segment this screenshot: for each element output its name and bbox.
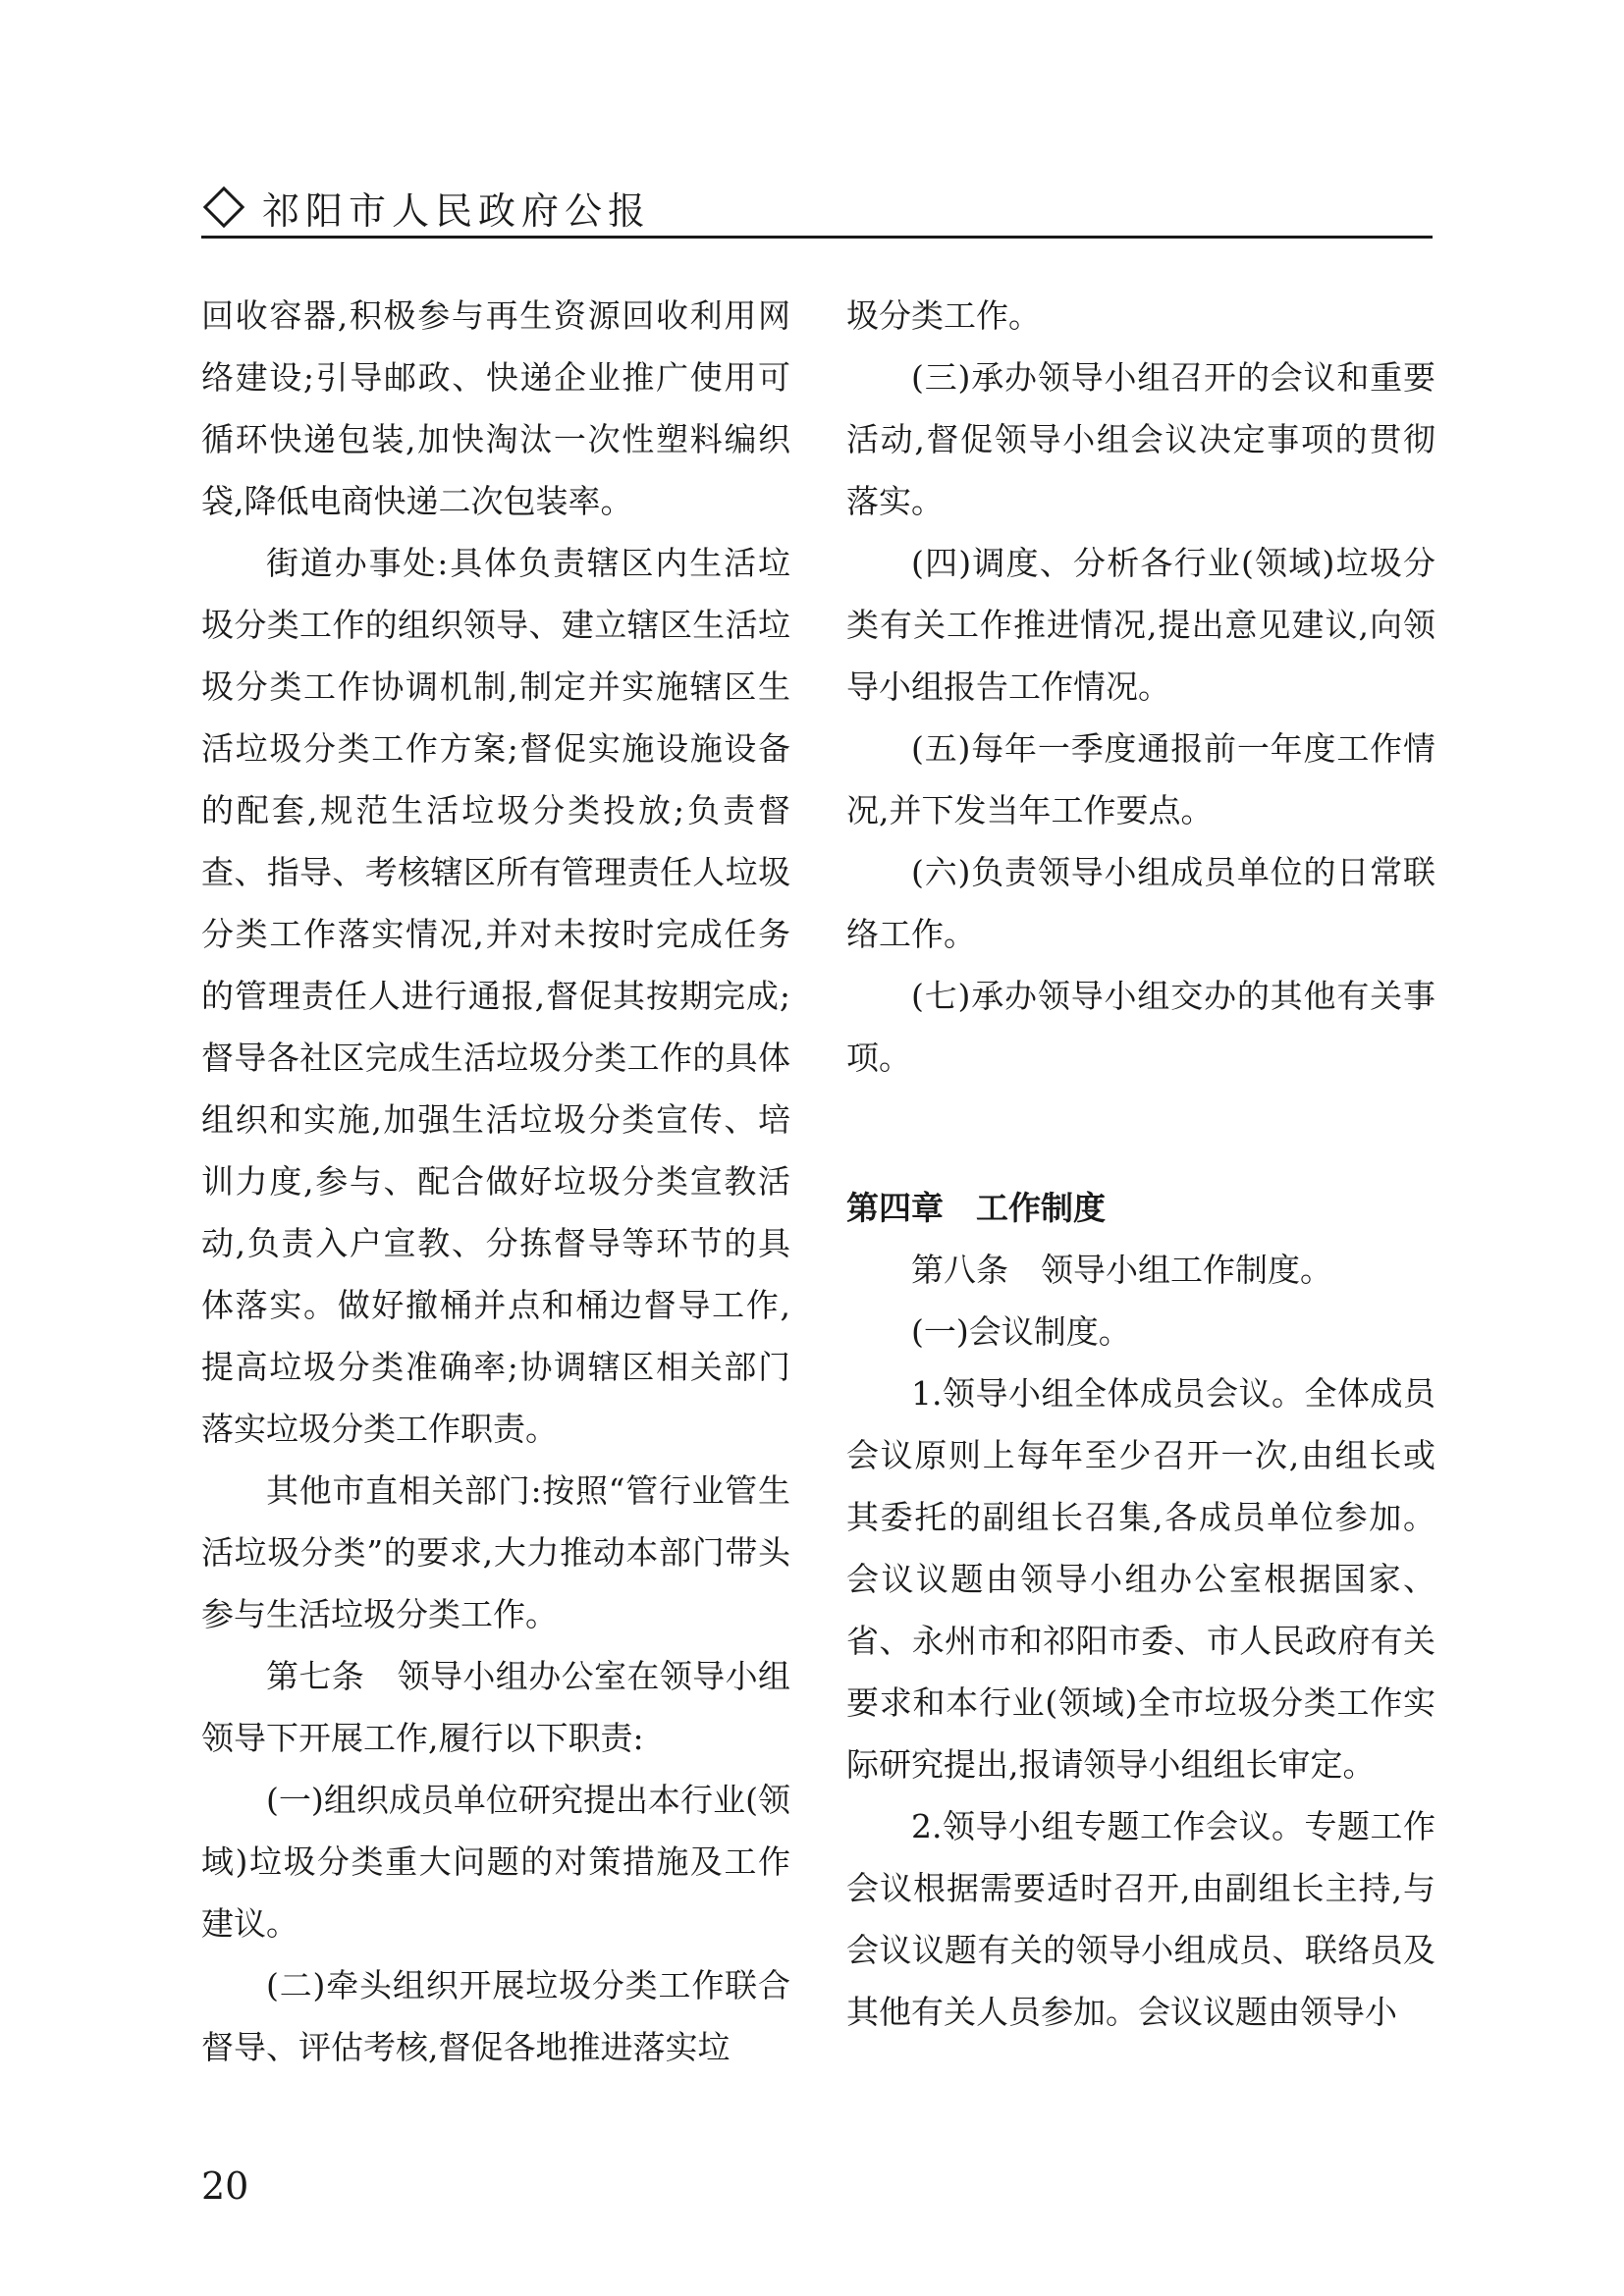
left-column [201,285,790,2078]
list-item: (七)承办领导小组交办的其他有关事项。 [846,977,1435,1077]
list-item: (四)调度、分析各行业(领域)垃圾分类有关工作推进情况,提出意见建议,向领导小组报告工作情况。 [846,544,1435,706]
article-eight: 第八条 领导小组工作制度。 [911,1251,1332,1289]
list-item: (二)牵头组织开展垃圾分类工作联合督导、评估考核,督促各地推进落实垃 [201,1966,790,2066]
paragraph: 圾分类工作。 [846,296,1041,335]
right-column [846,285,1435,2043]
subsection-heading: (一)会议制度。 [911,1312,1131,1351]
list-item: (一)组织成员单位研究提出本行业(领域)垃圾分类重大问题的对策措施及工作建议。 [201,1781,790,1943]
paragraph: 街道办事处:具体负责辖区内生活垃圾分类工作的组织领导、建立辖区生活垃圾分类工作协调机制,制定并实施辖区生活垃圾分类工作方案;督促实施设施设备的配套,规范生活垃圾分类投放;负责督查、指导、考核辖区所有管理责任人垃圾分类工作落实情况,并对未按时完成任务的管理责任人进行通报,督促其按期完成;督导各社区完成生活垃圾分类工作的具体组织和实施,加强生活垃圾分类宣传、培训力度,参与、配合做好垃圾分类宣教活动,负责入户宣教、分拣督导等环节的具体落实。做好撤桶并点和桶边督导工作,提高垃圾分类准确率;协调辖区相关部门落实垃圾分类工作职责。 [201,544,790,1448]
page-number: 20 [201,2164,249,2208]
list-item: (三)承办领导小组召开的会议和重要活动,督促领导小组会议决定事项的贯彻落实。 [846,358,1435,520]
page-header [201,179,1433,239]
paragraph: 1.领导小组全体成员会议。全体成员会议原则上每年至少召开一次,由组长或其委托的副组长召集,各成员单位参加。会议议题由领导小组办公室根据国家、省、永州市和祁阳市委、市人民政府有关要求和本行业(领域)全市垃圾分类工作实际研究提出,报请领导小组组长审定。 [846,1374,1435,1784]
paragraph: 2.领导小组专题工作会议。专题工作会议根据需要适时召开,由副组长主持,与会议议题有关的领导小组成员、联络员及其他有关人员参加。会议议题由领导小 [846,1807,1435,2031]
section-spacer [846,1089,1435,1177]
publication-title: 祁阳市人民政府公报 [262,189,652,233]
list-item: (六)负责领导小组成员单位的日常联络工作。 [846,853,1435,953]
list-item: (五)每年一季度通报前一年度工作情况,并下发当年工作要点。 [846,729,1435,829]
paragraph: 回收容器,积极参与再生资源回收利用网络建设;引导邮政、快递企业推广使用可循环快递包装,加快淘汰一次性塑料编织袋,降低电商快递二次包装率。 [201,296,790,520]
diamond-icon [203,187,244,228]
article-seven: 第七条 领导小组办公室在领导小组领导下开展工作,履行以下职责: [201,1657,790,1757]
paragraph: 其他市直相关部门:按照“管行业管生活垃圾分类”的要求,大力推动本部门带头参与生活垃圾分类工作。 [201,1471,790,1633]
chapter-heading: 第四章 工作制度 [846,1189,1106,1227]
